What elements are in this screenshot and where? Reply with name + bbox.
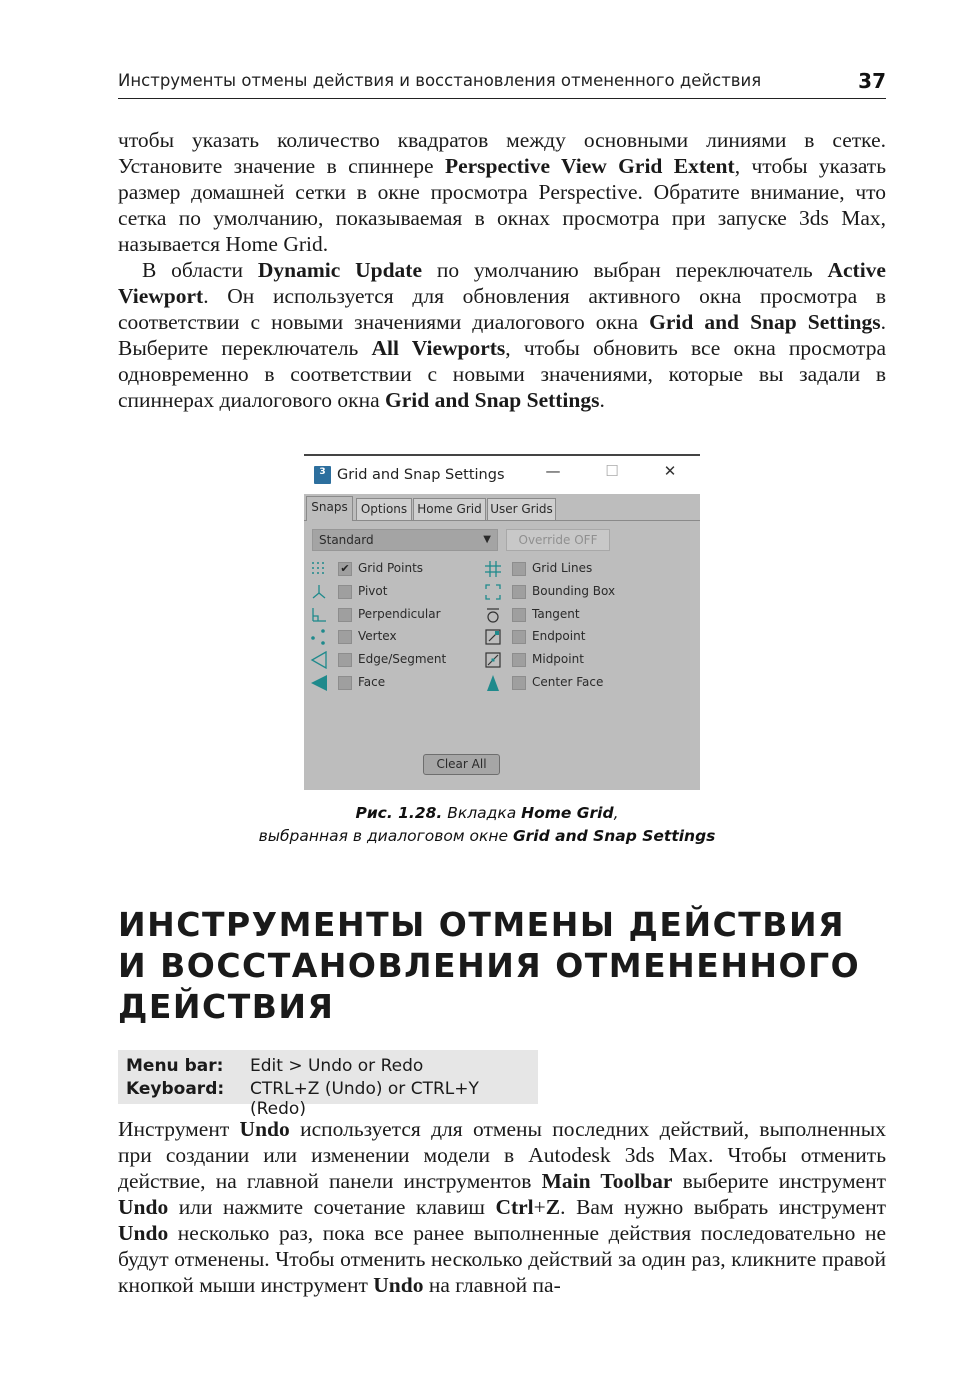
tab-home-grid[interactable]: Home Grid xyxy=(413,498,486,520)
grid-snap-settings-dialog xyxy=(304,454,700,790)
endpoint-label: Endpoint xyxy=(532,629,586,643)
para3-text-3: выберите инструмент xyxy=(672,1169,887,1193)
clear-all-button[interactable]: Clear All xyxy=(423,754,500,775)
para3-text-5: + xyxy=(533,1195,546,1219)
face-checkbox[interactable] xyxy=(338,676,352,690)
para2-bold-1: Dynamic Update xyxy=(257,258,423,282)
caption-bold-1: Home Grid xyxy=(521,804,614,822)
para2-text-2: по умолчанию выбран переключатель xyxy=(422,258,828,282)
keyboard-key: Keyboard: xyxy=(126,1079,225,1099)
midpoint-icon xyxy=(484,651,502,669)
para2-text-1: В области xyxy=(142,258,258,282)
running-title: Инструменты отмены действия и восстановления отмененного действия xyxy=(118,71,762,90)
caption-line2-bold: Grid and Snap Settings xyxy=(512,827,716,845)
tab-user-grids[interactable]: User Grids xyxy=(487,498,556,520)
section-heading-line-1: ИНСТРУМЕНТЫ ОТМЕНЫ ДЕЙСТВИЯ xyxy=(118,905,845,944)
grid-points-icon xyxy=(310,560,328,578)
caption-text-1: Вкладка xyxy=(442,804,522,822)
close-button[interactable]: ✕ xyxy=(663,462,677,480)
para2-bold-4: All Viewports xyxy=(371,336,506,360)
endpoint-checkbox[interactable] xyxy=(512,630,526,644)
para3-text-8: на главной па- xyxy=(423,1273,561,1297)
section-heading-line-3: ДЕЙСТВИЯ xyxy=(118,987,335,1026)
para1-text-1: чтобы указать количество квадратов между основными линиями в сетке. Установите значение в спиннере xyxy=(118,128,886,178)
section-heading xyxy=(118,904,886,1027)
minimize-button[interactable]: — xyxy=(545,462,561,480)
dialog-title: Grid and Snap Settings xyxy=(337,467,505,483)
para3-text-1: Инструмент xyxy=(118,1117,240,1141)
pivot-label: Pivot xyxy=(358,584,388,598)
center-face-label: Center Face xyxy=(532,675,604,689)
perpendicular-checkbox[interactable] xyxy=(338,608,352,622)
para3-text-2: используется для отмены последних действий, выполненных при создании или изменении модели в Autodesk 3ds Max. Чтобы отменить действие, на главной панели инструментов xyxy=(118,1117,886,1193)
paragraph-1 xyxy=(118,127,886,257)
para3-bold-2: Main Toolbar xyxy=(541,1169,673,1193)
para2-bold-5: Grid and Snap Settings xyxy=(385,388,600,412)
grid-points-label: Grid Points xyxy=(358,561,424,575)
figure-caption-line-1 xyxy=(0,804,974,822)
para3-text-4: или нажмите сочетание клавиш xyxy=(168,1195,496,1219)
grid-points-checkbox[interactable]: ✔ xyxy=(338,562,352,576)
face-icon xyxy=(310,674,328,692)
para3-bold-3: Undo xyxy=(118,1195,169,1219)
snap-preset-dropdown[interactable] xyxy=(312,529,498,551)
edge-segment-checkbox[interactable] xyxy=(338,653,352,667)
shortcut-box xyxy=(118,1050,538,1119)
running-header xyxy=(118,70,886,99)
para1-text-2: , чтобы указать размер домашней сетки в окне просмотра Perspective. Обратите внимание, что сетка по умолчанию, показываемая в окнах просмотра при запуске 3ds Max, называется Home Grid. xyxy=(118,154,886,256)
para2-bold-2: Active Viewport xyxy=(118,258,886,308)
figure-caption-line-2 xyxy=(0,827,974,845)
bounding-box-checkbox[interactable] xyxy=(512,585,526,599)
tangent-checkbox[interactable] xyxy=(512,608,526,622)
paragraph-3 xyxy=(118,1116,886,1298)
dialog-tabs xyxy=(304,496,700,521)
center-face-checkbox[interactable] xyxy=(512,676,526,690)
vertex-icon xyxy=(310,628,328,646)
grid-lines-label: Grid Lines xyxy=(532,561,593,575)
para3-bold-6: Undo xyxy=(118,1221,169,1245)
paragraph-2 xyxy=(118,257,886,413)
midpoint-checkbox[interactable] xyxy=(512,653,526,667)
para2-text-5: , чтобы обновить все окна просмотра одновременно в соответствии с новыми значениями, которые вы задали в спиннерах диалогового окна xyxy=(118,336,886,412)
grid-lines-icon xyxy=(484,560,502,578)
pivot-checkbox[interactable] xyxy=(338,585,352,599)
para3-bold-4: Ctrl xyxy=(495,1195,534,1219)
tangent-label: Tangent xyxy=(532,607,580,621)
caption-line2-text: выбранная в диалоговом окне xyxy=(258,827,513,845)
vertex-checkbox[interactable] xyxy=(338,630,352,644)
bounding-box-icon xyxy=(484,583,502,601)
caption-text-2: , xyxy=(613,804,619,822)
tab-options[interactable]: Options xyxy=(356,498,412,520)
para1-bold-1: Perspective View Grid Extent xyxy=(444,154,735,178)
para3-bold-1: Undo xyxy=(239,1117,290,1141)
perpendicular-label: Perpendicular xyxy=(358,607,441,621)
chevron-down-icon: ▼ xyxy=(483,534,491,545)
page-number: 37 xyxy=(858,69,886,93)
override-button[interactable]: Override OFF xyxy=(506,529,610,551)
tangent-icon xyxy=(484,606,502,624)
keyboard-value: CTRL+Z (Undo) or CTRL+Y (Redo) xyxy=(250,1079,479,1119)
edge-segment-label: Edge/Segment xyxy=(358,652,447,666)
maximize-button[interactable]: ☐ xyxy=(605,462,619,480)
edge-segment-icon xyxy=(310,651,328,669)
para2-bold-3: Grid and Snap Settings xyxy=(649,310,881,334)
snap-preset-value: Standard xyxy=(319,533,374,547)
para3-bold-5: Z xyxy=(545,1195,561,1219)
app-3dsmax-icon: 3 xyxy=(314,466,331,484)
para3-text-7: несколько раз, пока все ранее выполненные действия последовательно не будут отменены. Чтобы отменить несколько действий за один раз, кликните правой кнопкой мыши инструмент xyxy=(118,1221,886,1297)
perpendicular-icon xyxy=(310,606,328,624)
menu-bar-key: Menu bar: xyxy=(126,1056,224,1076)
para2-text-6: . xyxy=(599,388,605,412)
menu-bar-value: Edit > Undo or Redo xyxy=(250,1056,424,1076)
vertex-label: Vertex xyxy=(358,629,397,643)
endpoint-icon xyxy=(484,628,502,646)
bounding-box-label: Bounding Box xyxy=(532,584,616,598)
para2-text-4: . Выберите переключатель xyxy=(118,310,886,360)
para3-bold-7: Undo xyxy=(373,1273,424,1297)
grid-lines-checkbox[interactable] xyxy=(512,562,526,576)
center-face-icon xyxy=(484,674,502,692)
section-heading-line-2: И ВОССТАНОВЛЕНИЯ ОТМЕНЕННОГО xyxy=(118,946,861,985)
para3-text-6: . Вам нужно выбрать инструмент xyxy=(560,1195,886,1219)
figure-label: Рис. 1.28. xyxy=(355,804,443,822)
para2-text-3: . Он используется для обновления активного окна просмотра в соответствии с новыми значениями диалогового окна xyxy=(118,284,886,334)
dialog-titlebar[interactable] xyxy=(304,456,700,494)
pivot-icon xyxy=(310,583,328,601)
midpoint-label: Midpoint xyxy=(532,652,584,666)
tab-snaps[interactable]: Snaps xyxy=(306,496,353,521)
face-label: Face xyxy=(358,675,386,689)
